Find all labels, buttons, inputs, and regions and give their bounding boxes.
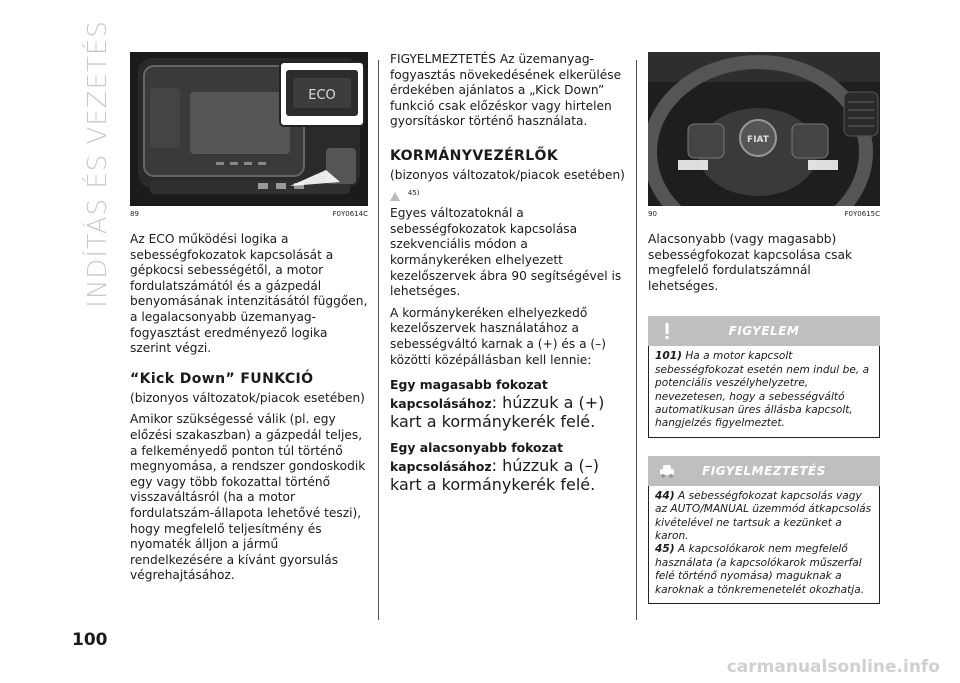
attention-header: FIGYELEM: [648, 316, 880, 346]
warning-box: [648, 456, 880, 604]
steering-controls-heading: KORMÁNYVEZÉRLŐK: [390, 147, 559, 164]
eco-label: ECO: [308, 88, 336, 103]
column-2: FIGYELMEZTETÉS Az üzemanyag-fogyasztás növekedésének elkerülése érdekében ajánlatos a „Kick Down” funkció csak előzéskor vagy hirtelen gyorsításkor történő használata. KORMÁNYVEZÉRLŐK (bizonyos változatok/piacok esetében) $^{45)}$ Egyes változatoknál a sebességfokozatok kapcsolása szekvenciális módon a kormánykeréken elhelyezett kezelőszervek ábra 90 segítségével is lehetséges. A kormánykeréken elhelyezkedő kezelőszervek használatához a sebességváltó karnak a (+) és a (–) közötti középállásban kell lennie: Egy magasabb fokozat kapcsolásához: húzzuk a (+) kart a kormánykerék felé. Egy alacsonyabb fokozat kapcsolásához: húzzuk a (–) kart a kormánykerék felé.: [390, 52, 628, 500]
figure-caption: [130, 210, 368, 218]
sequential-paragraph: Egyes változatoknál a sebességfokozatok kapcsolása szekvenciális módon a kormánykeréken elhelyezett kezelőszervek ábra 90 segítségével is lehetséges.: [390, 206, 622, 299]
watermark: carmanualsonline.info: [726, 657, 940, 677]
warning-paragraph: FIGYELMEZTETÉS Az üzemanyag-fogyasztás növekedésének elkerülése érdekében ajánlatos a „Kick Down” funkció csak előzéskor vagy hirtelen gyorsításkor történő használata.: [390, 52, 622, 129]
kickdown-heading: “Kick Down” FUNKCIÓ: [130, 370, 314, 387]
car-damage-icon: [658, 462, 676, 480]
figure-90-steering-wheel: [648, 52, 880, 206]
column-3: [648, 52, 880, 604]
warning-body: [648, 486, 880, 604]
attention-body: [648, 346, 880, 437]
warning-item: 45) A kapcsolókarok nem megfelelő használata (a kapcsolókarok műszerfal felé történő nyomása) maguknak a karoknak a tönkremenetelét okozhatja.: [655, 543, 865, 596]
attention-box: [648, 316, 880, 437]
eco-paragraph: Az ECO működési logika a sebességfokozatok kapcsolását a gépkocsi sebességétől, a motor fordulatszámától és a gázpedál benyomásának intenzitásától függően, a legalacsonyabb üzemanyag-fogyasztást eredményező logika szerint végzi.: [130, 232, 368, 356]
svg-text:FIAT: FIAT: [747, 135, 769, 145]
figure-number: 89: [130, 210, 139, 218]
column-divider: [636, 60, 637, 620]
figure-caption: [648, 210, 880, 218]
figure-code: F0Y0614C: [332, 210, 368, 218]
usage-paragraph: A kormánykeréken elhelyezkedő kezelőszervek használatához a sebességváltó karnak a (+) és a (–) közötti középállásban kell lennie:: [390, 305, 607, 367]
figure-number: 90: [648, 210, 657, 218]
exclamation-icon: [658, 322, 676, 340]
steering-subtitle: (bizonyos változatok/piacok esetében): [390, 167, 625, 182]
kickdown-paragraph: Amikor szükségessé válik (pl. egy előzési szakaszban) a gázpedál teljes, a felkeményedő ponton túl történő megnyomása, a rendszer gondoskodik egy vagy több fokozattal történő visszaváltásról (ha a motor fordulatszám-állapota lehetővé teszi), hogy megfelelő teljesítmény és nyomaték álljon a jármű rendelkezésére a kívánt gyorsulás végrehajtásához.: [130, 412, 366, 583]
reference-note: 45): [390, 186, 628, 205]
column-1: [130, 52, 368, 590]
shift-paragraph: Alacsonyabb (vagy magasabb) sebességfokozat kapcsolása csak megfelelő fordulatszámnál lehetséges.: [648, 232, 853, 293]
figure-89-eco-button: [130, 52, 368, 206]
kickdown-subtitle: (bizonyos változatok/piacok esetében): [130, 390, 365, 405]
column-divider: [378, 60, 379, 620]
page-number: 100: [72, 630, 108, 650]
warning-item: 44) A sebességfokozat kapcsolás vagy az AUTO/MANUAL üzemmód átkapcsolás kivételével ne tartsuk a kezünket a karon.: [655, 489, 872, 543]
attention-item: 101) Ha a motor kapcsolt sebességfokozat esetén nem indul be, a potenciális veszélyhelyzetre, nevezetesen, hogy a sebességváltó automatikusan üres állásba kapcsolt, hangjelzés figyelmeztet.: [655, 350, 870, 430]
warning-triangle-icon: [390, 192, 400, 201]
warning-header: FIGYELMEZTETÉS: [648, 456, 880, 486]
section-title: INDÍTÁS ÉS VEZETÉS: [83, 19, 113, 308]
figure-code: F0Y0615C: [844, 210, 880, 218]
